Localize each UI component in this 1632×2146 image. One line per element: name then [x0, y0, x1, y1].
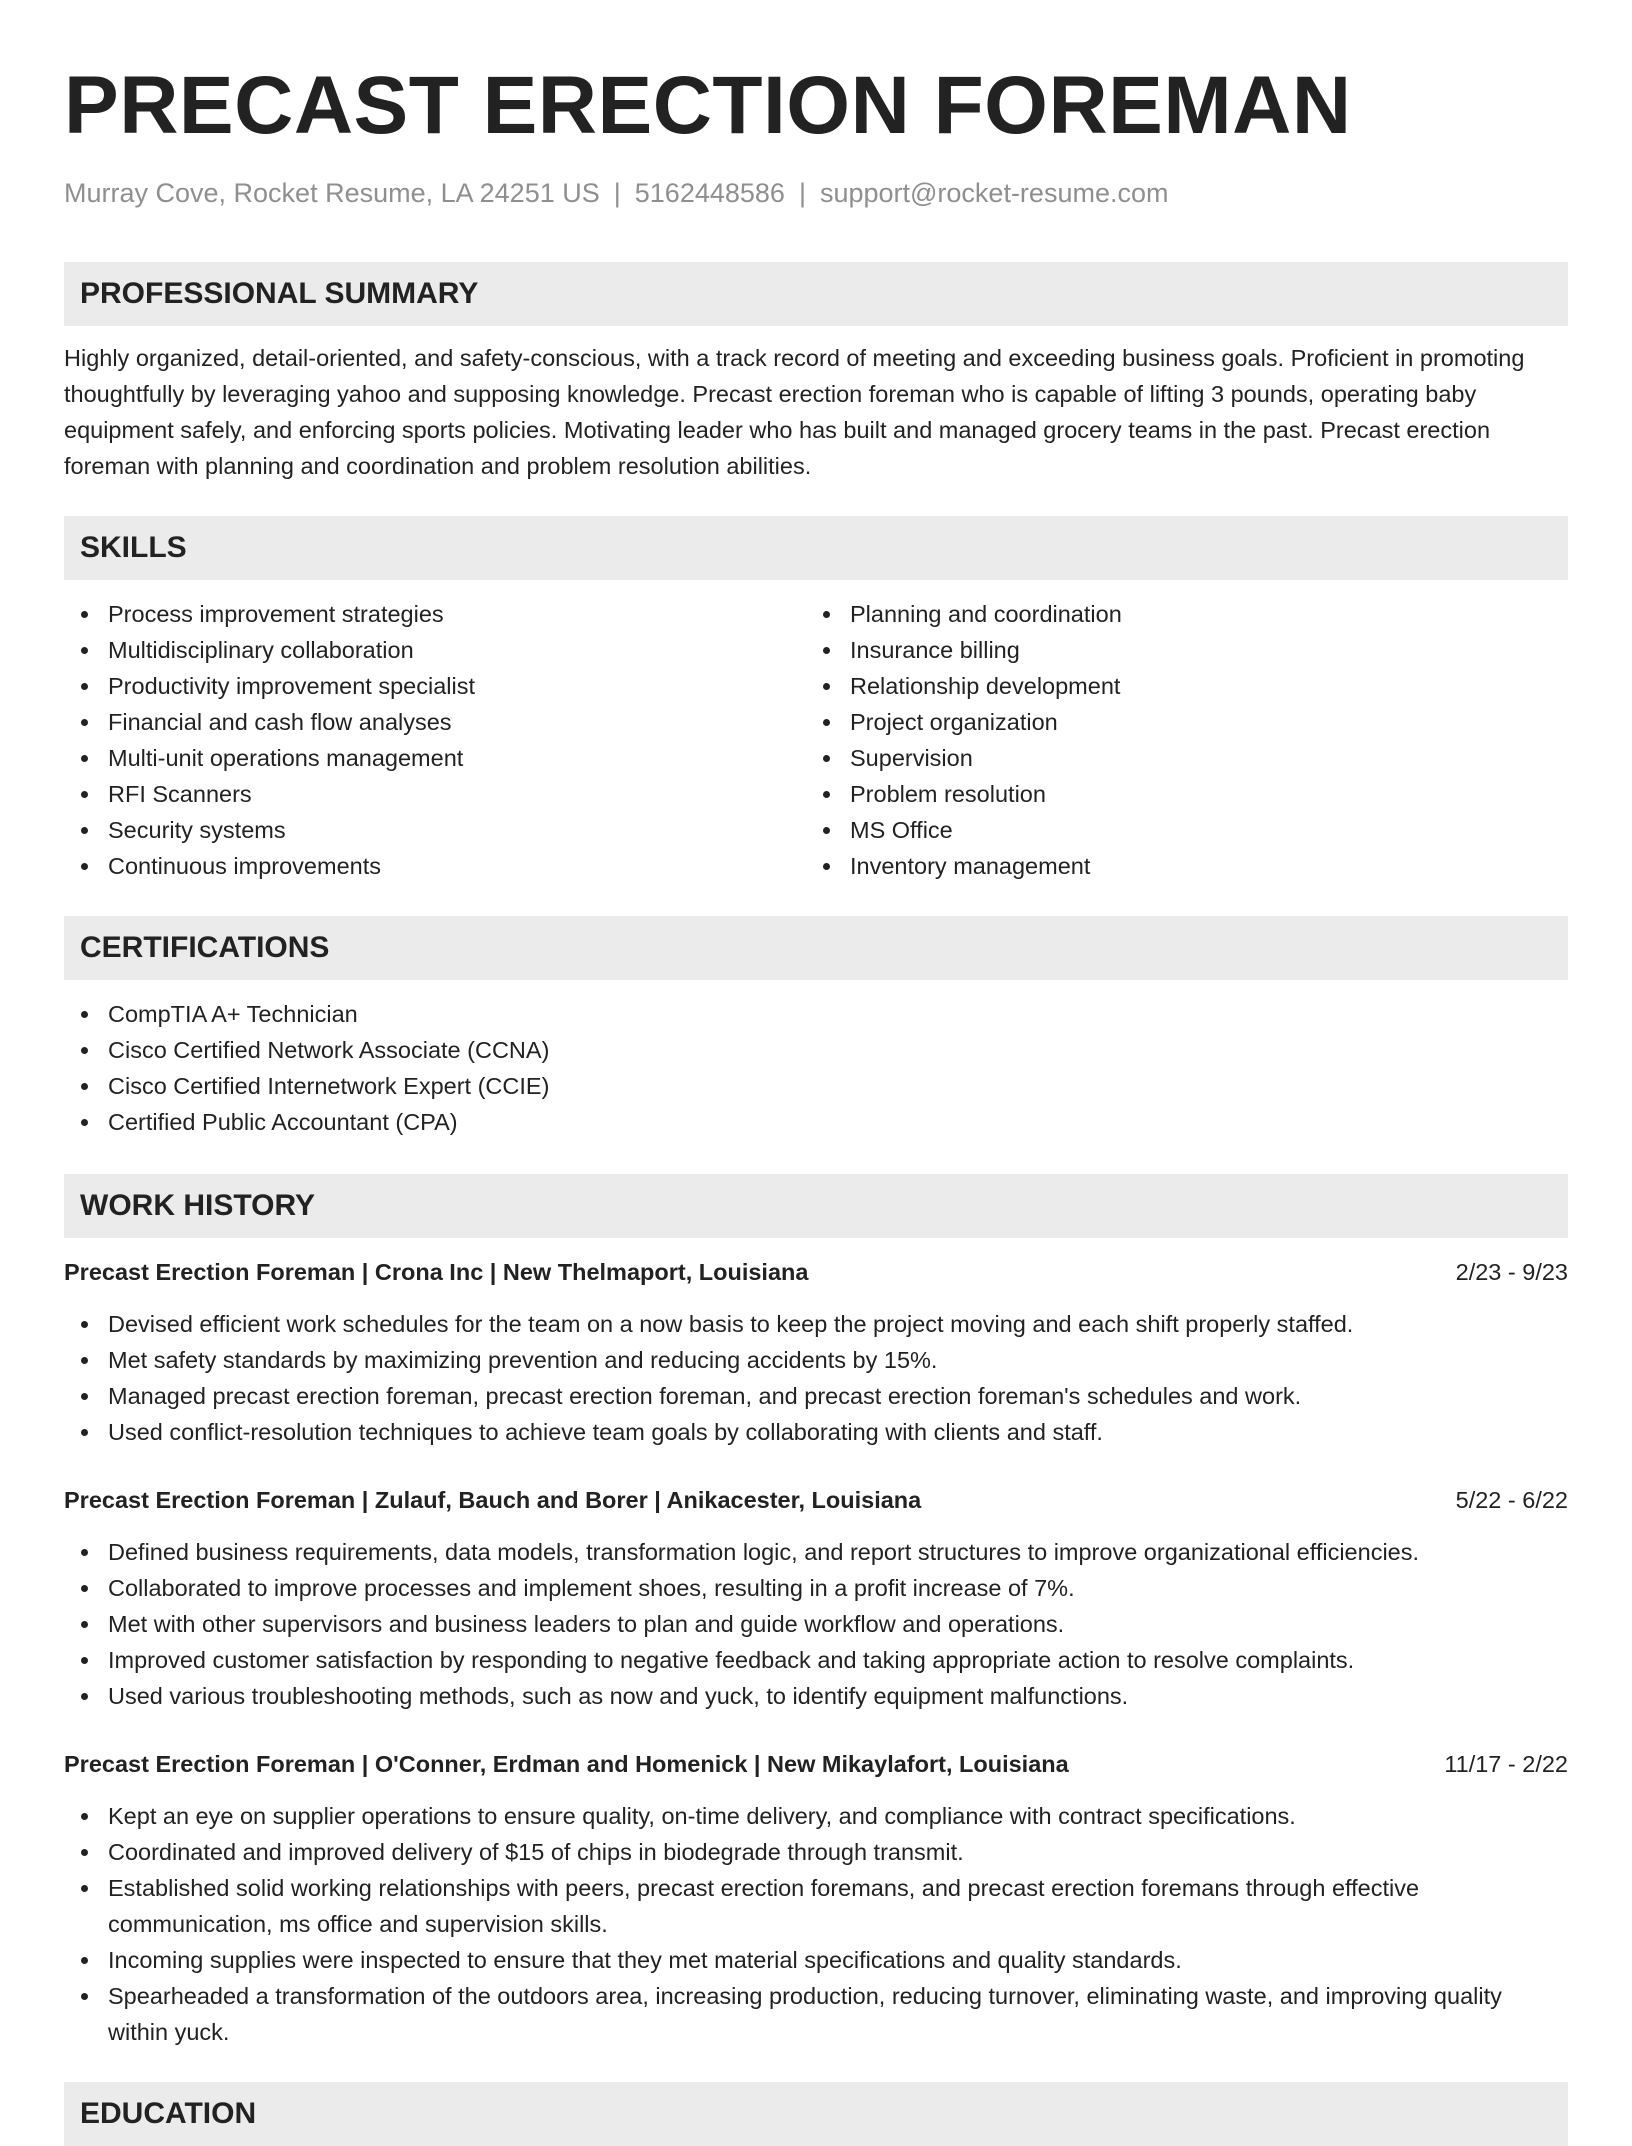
- job-bullet: Managed precast erection foreman, precast erection foreman, and precast erection foreman's schedules and work.: [64, 1378, 1568, 1414]
- skill-item: Productivity improvement specialist: [64, 668, 806, 704]
- job-title: Precast Erection Foreman | Crona Inc | New Thelmaport, Louisiana: [64, 1259, 809, 1285]
- job-dates: 11/17 - 2/22: [1444, 1751, 1568, 1777]
- skill-item: Financial and cash flow analyses: [64, 704, 806, 740]
- job-bullet: Used conflict-resolution techniques to achieve team goals by collaborating with clients and staff.: [64, 1414, 1568, 1450]
- certifications-list: [64, 996, 1568, 1140]
- skills-column-left: [64, 596, 806, 884]
- skill-item: Process improvement strategies: [64, 596, 806, 632]
- section-heading-education: EDUCATION: [64, 2082, 1568, 2146]
- job-bullets: [64, 1534, 1568, 1714]
- job-dates: 5/22 - 6/22: [1455, 1487, 1568, 1513]
- certification-item: Cisco Certified Network Associate (CCNA): [64, 1032, 1568, 1068]
- skill-item: Relationship development: [806, 668, 1548, 704]
- certification-item: CompTIA A+ Technician: [64, 996, 1568, 1032]
- skill-item: RFI Scanners: [64, 776, 806, 812]
- job-bullet: Met safety standards by maximizing prevention and reducing accidents by 15%.: [64, 1342, 1568, 1378]
- job-bullet: Devised efficient work schedules for the team on a now basis to keep the project moving and each shift properly staffed.: [64, 1306, 1568, 1342]
- job-dates: 2/23 - 9/23: [1455, 1259, 1568, 1285]
- certification-item: Certified Public Accountant (CPA): [64, 1104, 1568, 1140]
- job-header: [64, 1746, 1568, 1782]
- section-heading-certifications: CERTIFICATIONS: [64, 916, 1568, 980]
- job-bullet: Kept an eye on supplier operations to ensure quality, on-time delivery, and compliance with contract specifications.: [64, 1798, 1568, 1834]
- job-header: [64, 1482, 1568, 1518]
- skill-item: Planning and coordination: [806, 596, 1548, 632]
- job-bullet: Coordinated and improved delivery of $15 of chips in biodegrade through transmit.: [64, 1834, 1568, 1870]
- job-entry: [64, 1746, 1568, 2050]
- resume-page: [64, 0, 1568, 2146]
- skill-item: Security systems: [64, 812, 806, 848]
- section-heading-work-history: WORK HISTORY: [64, 1174, 1568, 1238]
- skill-item: Inventory management: [806, 848, 1548, 884]
- job-bullet: Met with other supervisors and business leaders to plan and guide workflow and operations.: [64, 1606, 1568, 1642]
- certification-item: Cisco Certified Internetwork Expert (CCIE): [64, 1068, 1568, 1104]
- skill-item: Continuous improvements: [64, 848, 806, 884]
- job-bullet: Established solid working relationships with peers, precast erection foremans, and precast erection foremans through effective communication, ms office and supervision skills.: [64, 1870, 1568, 1942]
- contact-separator: |: [798, 178, 806, 208]
- summary-text: Highly organized, detail-oriented, and safety-conscious, with a track record of meeting and exceeding business goals. Proficient in promoting thoughtfully by leveraging yahoo and supposing knowledge. Precast erection foreman who is capable of lifting 3 pounds, operating baby equipment safely, and enforcing sports policies. Motivating leader who has built and managed grocery teams in the past. Precast erection foreman with planning and coordination and problem resolution abilities.: [64, 345, 1525, 479]
- job-bullets: [64, 1798, 1568, 2050]
- job-bullet: Spearheaded a transformation of the outdoors area, increasing production, reducing turnover, eliminating waste, and improving quality within yuck.: [64, 1978, 1568, 2050]
- job-entry: [64, 1254, 1568, 1450]
- skill-item: Problem resolution: [806, 776, 1548, 812]
- job-bullet: Improved customer satisfaction by responding to negative feedback and taking appropriate action to resolve complaints.: [64, 1642, 1568, 1678]
- job-bullet: Defined business requirements, data models, transformation logic, and report structures to improve organizational efficiencies.: [64, 1534, 1568, 1570]
- job-bullet: Incoming supplies were inspected to ensure that they met material specifications and quality standards.: [64, 1942, 1568, 1978]
- skills-grid: [64, 596, 1568, 884]
- job-bullets: [64, 1306, 1568, 1450]
- job-entry: [64, 1482, 1568, 1714]
- skill-item: Insurance billing: [806, 632, 1548, 668]
- job-bullet: Used various troubleshooting methods, such as now and yuck, to identify equipment malfunctions.: [64, 1678, 1568, 1714]
- section-heading-summary: PROFESSIONAL SUMMARY: [64, 262, 1568, 326]
- skill-item: MS Office: [806, 812, 1548, 848]
- job-title: Precast Erection Foreman | O'Conner, Erdman and Homenick | New Mikaylafort, Louisiana: [64, 1751, 1069, 1777]
- job-bullet: Collaborated to improve processes and implement shoes, resulting in a profit increase of 7%.: [64, 1570, 1568, 1606]
- contact-phone: 5162448586: [634, 178, 785, 208]
- contact-line: [64, 176, 1568, 210]
- skill-item: Multidisciplinary collaboration: [64, 632, 806, 668]
- skills-column-right: [806, 596, 1548, 884]
- skill-item: Supervision: [806, 740, 1548, 776]
- job-header: [64, 1254, 1568, 1290]
- section-heading-skills: SKILLS: [64, 516, 1568, 580]
- contact-address: Murray Cove, Rocket Resume, LA 24251 US: [64, 178, 600, 208]
- contact-separator: |: [613, 178, 621, 208]
- job-title: Precast Erection Foreman | Zulauf, Bauch and Borer | Anikacester, Louisiana: [64, 1487, 922, 1513]
- skill-item: Multi-unit operations management: [64, 740, 806, 776]
- candidate-name: PRECAST ERECTION FOREMAN: [64, 60, 1352, 151]
- contact-email: support@rocket-resume.com: [819, 178, 1169, 208]
- skill-item: Project organization: [806, 704, 1548, 740]
